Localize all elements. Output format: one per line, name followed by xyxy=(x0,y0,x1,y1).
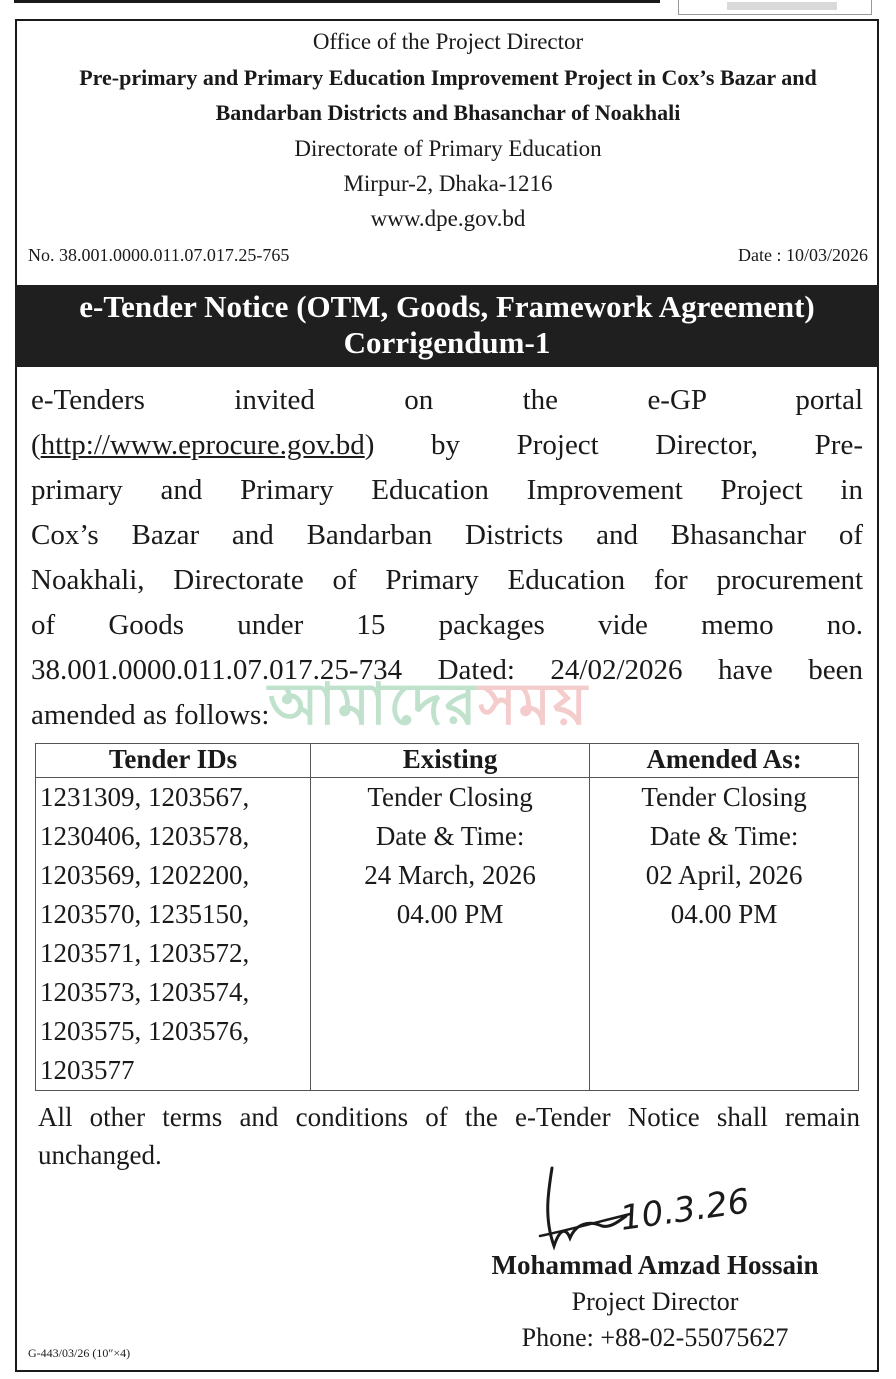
body-line: Noakhali, Directorate of Primary Education for procurement xyxy=(31,564,863,596)
g-code: G-443/03/26 (10″×4) xyxy=(28,1346,131,1360)
title-banner xyxy=(15,285,879,367)
tender-id-line: 1203573, 1203574, xyxy=(40,977,250,1007)
amended-cell: Tender Closing Date & Time: 02 April, 2026 04.00 PM xyxy=(590,778,859,1091)
tender-ids-cell xyxy=(36,778,311,1091)
tender-id-line: 1203577 xyxy=(40,1055,135,1085)
project-name-line2: Bandarban Districts and Bhasanchar of Noakhali xyxy=(215,100,681,125)
column-header: Amended As: xyxy=(590,744,859,778)
portal-link[interactable]: http://www.eprocure.gov.bd xyxy=(40,429,365,461)
top-stamp xyxy=(678,0,872,15)
signature xyxy=(530,1158,770,1258)
signer-designation: Project Director xyxy=(571,1287,739,1316)
tender-id-line: 1230406, 1203578, xyxy=(40,821,250,851)
body-line: amended as follows: xyxy=(31,699,270,731)
top-rule xyxy=(14,0,660,3)
directorate: Directorate of Primary Education xyxy=(294,136,602,161)
title-line2: Corrigendum-1 xyxy=(343,325,551,360)
website[interactable]: www.dpe.gov.bd xyxy=(370,206,526,231)
tender-id-line: 1231309, 1203567, xyxy=(40,782,250,812)
amendment-table xyxy=(35,743,859,1091)
project-name-line1: Pre-primary and Primary Education Improvement Project in Cox’s Bazar and xyxy=(79,65,817,90)
body-line: 38.001.0000.011.07.017.25-734 Dated: 24/02/2026 have been xyxy=(31,654,863,686)
signature-date: 10.3.26 xyxy=(617,1181,752,1239)
body-line: e-Tenders invited on the e-GP portal xyxy=(31,384,863,416)
title-line1: e-Tender Notice (OTM, Goods, Framework Agreement) xyxy=(79,289,815,324)
notice-date: Date : 10/03/2026 xyxy=(738,245,868,265)
signer-name: Mohammad Amzad Hossain xyxy=(491,1250,819,1280)
closing-text: All other terms and conditions of the e-Tender Notice shall remain unchanged. xyxy=(38,1102,860,1170)
existing-cell: Tender Closing Date & Time: 24 March, 2026 04.00 PM xyxy=(311,778,590,1091)
tender-id-line: 1203571, 1203572, xyxy=(40,938,250,968)
office-title: Office of the Project Director xyxy=(312,29,584,54)
address: Mirpur-2, Dhaka-1216 xyxy=(343,171,553,196)
column-header: Existing xyxy=(311,744,590,778)
body-line: primary and Primary Education Improvement Project in xyxy=(31,474,863,506)
tender-id-line: 1203575, 1203576, xyxy=(40,1016,250,1046)
body-line: of Goods under 15 packages vide memo no. xyxy=(31,609,863,641)
signer-phone: Phone: +88-02-55075627 xyxy=(521,1323,789,1352)
body-line: Cox’s Bazar and Bandarban Districts and Bhasanchar of xyxy=(31,519,863,551)
tender-id-line: 1203570, 1235150, xyxy=(40,899,250,929)
column-header: Tender IDs xyxy=(36,744,311,778)
body-line: (http://www.eprocure.gov.bd) by Project Director, Pre- xyxy=(31,429,863,461)
tender-id-line: 1203569, 1202200, xyxy=(40,860,250,890)
memo-number: No. 38.001.0000.011.07.017.25-765 xyxy=(28,245,290,265)
watermark: আমাদেরসময় xyxy=(268,670,590,738)
